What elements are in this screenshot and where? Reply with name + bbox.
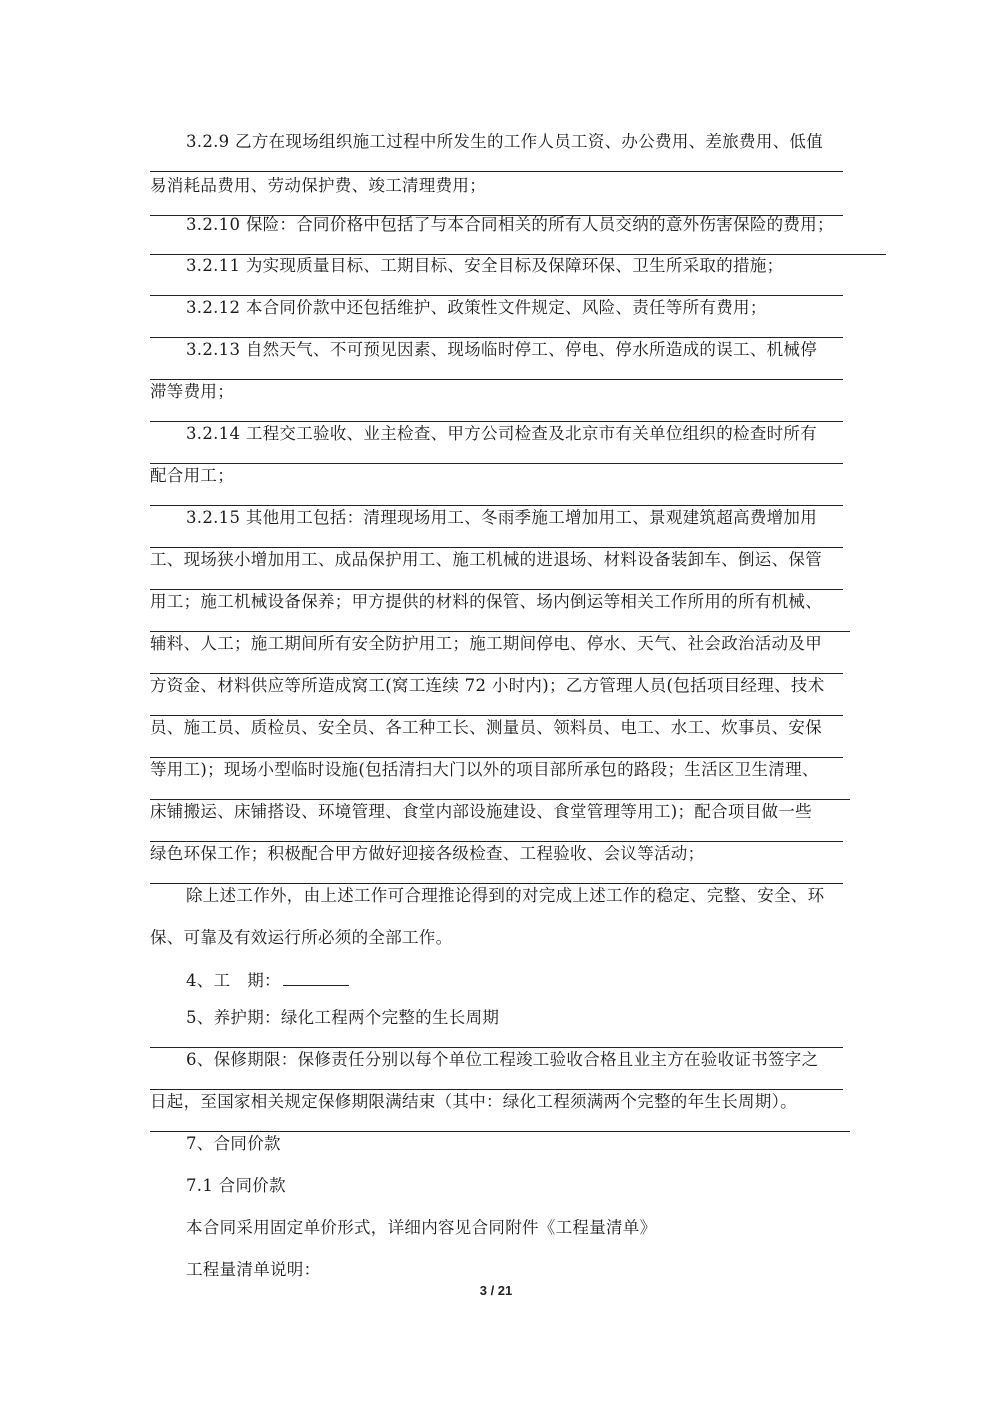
clause-3-2-13-line-2: 滞等费用； <box>150 377 843 422</box>
clause-3-2-15-line-3: 用工；施工机械设备保养；甲方提供的材料的保管、场内倒运等相关工作所用的所有机械、 <box>150 587 850 632</box>
clause-3-2-15-line-2: 工、现场狭小增加用工、成品保护用工、施工机械的进退场、材料设备装卸车、倒运、保管 <box>150 545 843 590</box>
clause-3-2-14-line-1: 3.2.14 工程交工验收、业主检查、甲方公司检查及北京市有关单位组织的检查时所有 <box>150 419 843 464</box>
clause-3-2-15-line-9: 绿色环保工作；积极配合甲方做好迎接各级检查、工程验收、会议等活动； <box>150 839 843 884</box>
clause-3-2-15-line-6: 员、施工员、质检员、安全员、各工种工长、测量员、领料员、电工、水工、炊事员、安保 <box>150 713 843 758</box>
page-number: 3 / 21 <box>479 1283 513 1298</box>
clause-3-2-13-line-1: 3.2.13 自然天气、不可预见因素、现场临时停工、停电、停水所造成的误工、机械停 <box>150 335 843 380</box>
clause-3-2-15-line-5: 方资金、材料供应等所造成窝工(窝工连续 72 小时内)；乙方管理人员(包括项目经理、技术 <box>150 671 843 716</box>
clause-3-2-14-line-2: 配合用工； <box>150 461 843 506</box>
scope-paragraph-line-2: 保、可靠及有效运行所必须的全部工作。 <box>150 928 453 947</box>
bill-of-quantities-note: 工程量清单说明： <box>186 1260 321 1279</box>
maintenance-period-value: 绿化工程两个完整的生长周期 <box>280 1008 500 1027</box>
clause-3-2-15-line-7: 等用工)；现场小型临时设施(包括清扫大门以外的项目部所承包的路段；生活区卫生清理、 <box>150 755 850 800</box>
scope-paragraph-line-1: 除上述工作外，由上述工作可合理推论得到的对完成上述工作的稳定、完整、安全、环 <box>186 886 825 905</box>
clause-3-2-10: 3.2.10 保险：合同价格中包括了与本合同相关的所有人员交纳的意外伤害保险的费用； <box>150 210 886 255</box>
clause-3-2-15-line-4: 辅料、人工；施工期间所有安全防护用工；施工期间停电、停水、天气、社会政治活动及甲 <box>150 629 843 674</box>
construction-period-blank <box>283 965 349 986</box>
warranty-period-label: 6、保修期限： <box>186 1050 298 1069</box>
clause-3-2-11: 3.2.11 为实现质量目标、工期目标、安全目标及保障环保、卫生所采取的措施； <box>150 251 843 296</box>
construction-period-label: 4、工 期： <box>186 971 281 990</box>
section-7-1-heading: 7.1 合同价款 <box>186 1176 286 1195</box>
warranty-period-line-2: 日起，至国家相关规定保修期限满结束（其中：绿化工程须满两个完整的年生长周期）。 <box>150 1087 850 1132</box>
maintenance-period-label: 5、养护期： <box>186 1008 281 1027</box>
maintenance-period <box>150 1003 843 1048</box>
warranty-period-value-1: 保修责任分别以每个单位工程竣工验收合格且业主方在验收证书签字之 <box>297 1050 819 1069</box>
warranty-period-line-1 <box>150 1045 843 1090</box>
clause-3-2-15-line-1: 3.2.15 其他用工包括：清理现场用工、冬雨季施工增加用工、景观建筑超高费增加用 <box>150 503 843 548</box>
section-7-heading: 7、合同价款 <box>186 1134 281 1153</box>
clause-3-2-15-line-8: 床铺搬运、床铺搭设、环境管理、食堂内部设施建设、食堂管理等用工)；配合项目做一些 <box>150 797 843 842</box>
clause-3-2-9-line-2: 易消耗品费用、劳动保护费、竣工清理费用； <box>150 171 843 216</box>
clause-3-2-9-line-1: 3.2.9 乙方在现场组织施工过程中所发生的工作人员工资、办公费用、差旅费用、低值 <box>150 127 843 172</box>
fixed-price-paragraph: 本合同采用固定单价形式，详细内容见合同附件《工程量清单》 <box>186 1218 657 1237</box>
clause-3-2-12: 3.2.12 本合同价款中还包括维护、政策性文件规定、风险、责任等所有费用； <box>150 293 843 338</box>
